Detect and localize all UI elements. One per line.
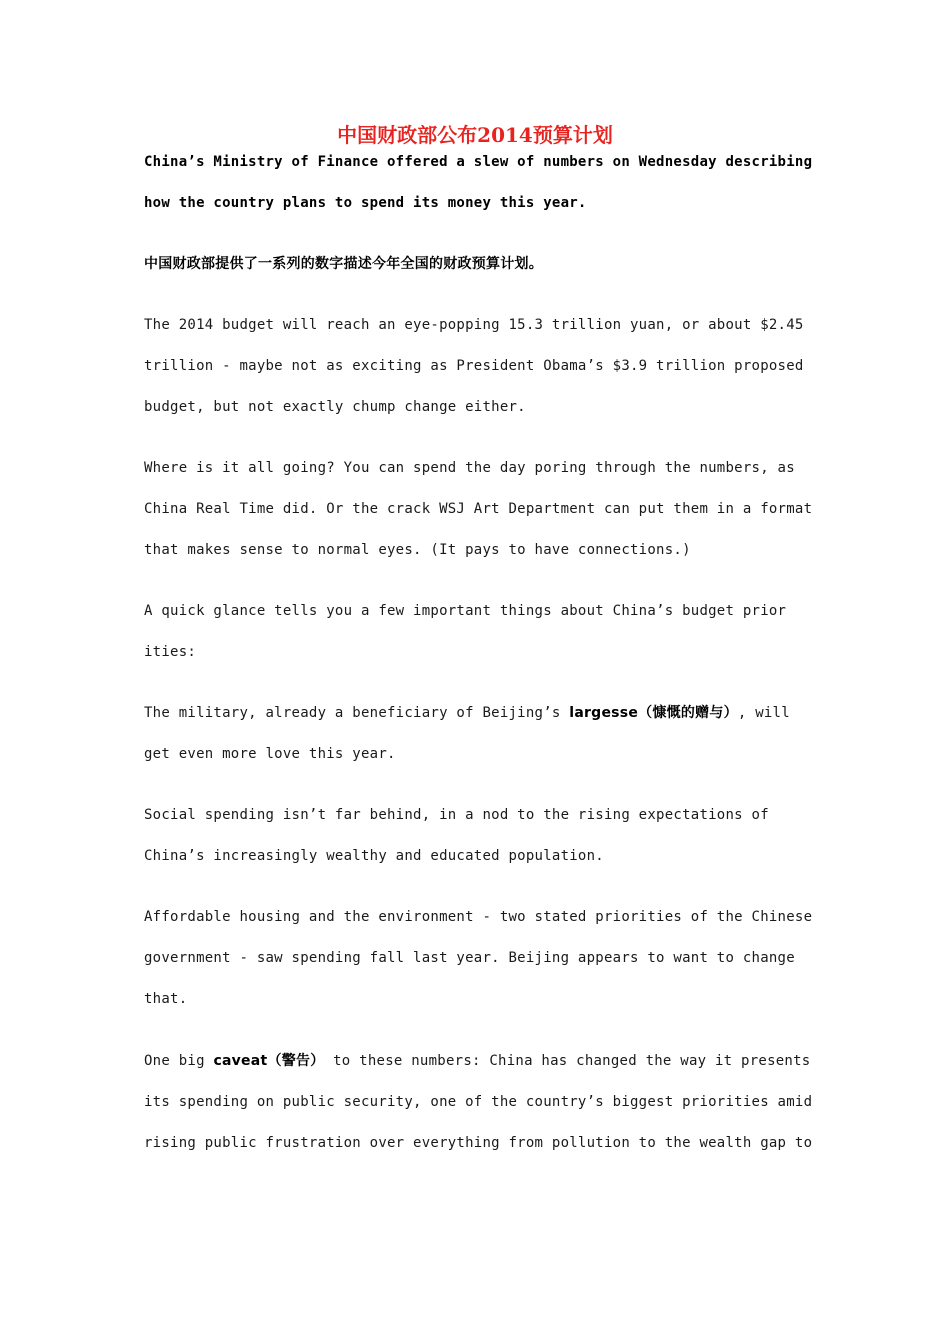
- intro-chinese: 中国财政部提供了一系列的数字描述今年全国的财政预算计划。: [144, 256, 543, 272]
- paragraph-6-line-3: that.: [144, 991, 188, 1007]
- paragraph-3-line-2: ities:: [144, 644, 197, 660]
- paragraph-7-line-3: rising public frustration over everything from pollution to the wealth gap to: [144, 1135, 813, 1151]
- paragraph-7-text: One big: [144, 1053, 214, 1069]
- paragraph-7-text-end: to these numbers: China has changed the way it presents: [324, 1053, 811, 1069]
- paragraph-3-line-1: A quick glance tells you a few important things about China’s budget prior: [144, 603, 787, 619]
- intro-line-2: how the country plans to spend its money this year.: [144, 195, 587, 211]
- paragraph-4-text-end: , will: [737, 705, 790, 721]
- intro-line-1: China’s Ministry of Finance offered a slew of numbers on Wednesday describing: [144, 154, 813, 170]
- paragraph-5-line-1: Social spending isn’t far behind, in a nod to the rising expectations of: [144, 807, 769, 823]
- paragraph-1-line-3: budget, but not exactly chump change either.: [144, 399, 526, 415]
- paragraph-4-line-1: [144, 703, 790, 723]
- paragraph-1-line-2: trillion - maybe not as exciting as President Obama’s $3.9 trillion proposed: [144, 358, 804, 374]
- paragraph-4-text: The military, already a beneficiary of Beijing’s: [144, 705, 570, 721]
- paragraph-1-line-1: The 2014 budget will reach an eye-popping 15.3 trillion yuan, or about $2.45: [144, 317, 804, 333]
- vocab-gloss-caveat: （警告）: [267, 1053, 325, 1069]
- paragraph-6-line-2: government - saw spending fall last year. Beijing appears to want to change: [144, 950, 795, 966]
- vocab-gloss-largesse: （慷慨的赠与）: [638, 705, 738, 721]
- paragraph-2-line-2: China Real Time did. Or the crack WSJ Art Department can put them in a format: [144, 501, 813, 517]
- paragraph-6-line-1: Affordable housing and the environment - two stated priorities of the Chinese: [144, 909, 813, 925]
- paragraph-7-line-2: its spending on public security, one of the country’s biggest priorities amid: [144, 1094, 813, 1110]
- paragraph-4-line-2: get even more love this year.: [144, 746, 396, 762]
- vocab-term-caveat: caveat: [213, 1053, 268, 1069]
- paragraph-2-line-3: that makes sense to normal eyes. (It pays to have connections.): [144, 542, 691, 558]
- page-title: 中国财政部公布2014预算计划: [337, 123, 613, 147]
- vocab-term-largesse: largesse: [569, 705, 639, 721]
- paragraph-5-line-2: China’s increasingly wealthy and educated population.: [144, 848, 604, 864]
- paragraph-2-line-1: Where is it all going? You can spend the day poring through the numbers, as: [144, 460, 795, 476]
- paragraph-7-line-1: [144, 1051, 810, 1071]
